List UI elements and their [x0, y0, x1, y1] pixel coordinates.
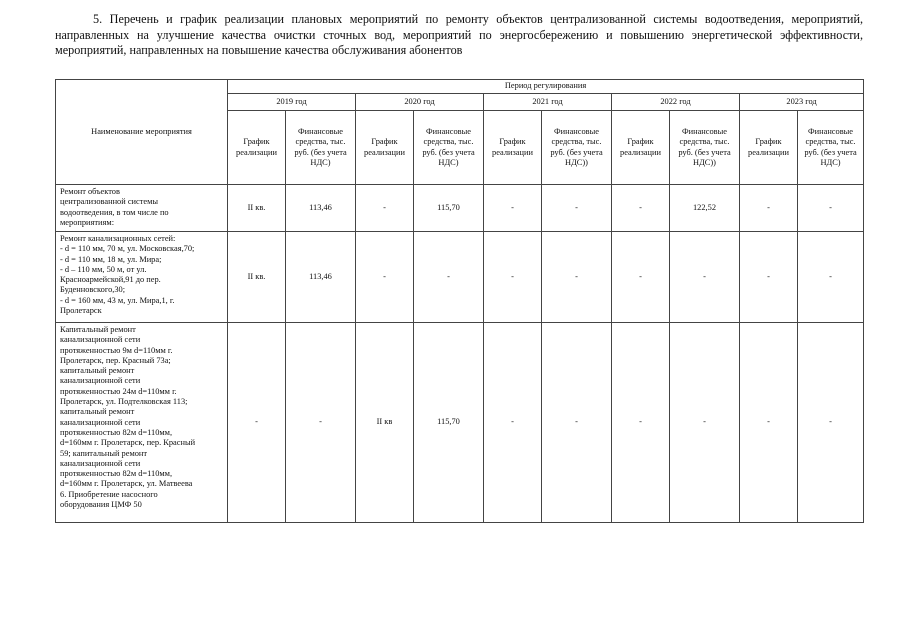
table-cell: -	[612, 185, 670, 232]
year-header-2022: 2022 год	[612, 94, 740, 111]
section-number: 5.	[93, 12, 103, 26]
table-cell: -	[484, 185, 542, 232]
table-cell: -	[798, 232, 864, 323]
table-cell: -	[740, 323, 798, 523]
table-cell: -	[798, 185, 864, 232]
plan-table	[55, 79, 864, 523]
finance-header: Финансовые средства, тыс. руб. (без учета НДС))	[670, 111, 740, 185]
table-cell: -	[740, 185, 798, 232]
table-cell: -	[356, 232, 414, 323]
period-header: Период регулирования	[228, 80, 864, 94]
table-cell: II кв.	[228, 232, 286, 323]
table-cell: -	[484, 232, 542, 323]
table-row	[56, 185, 864, 232]
table-cell: II кв.	[228, 185, 286, 232]
activity-name: Ремонт канализационных сетей: - d = 110 мм, 70 м, ул. Московская,70; - d = 110 мм, 18 м, ул. Мира; - d – 110 мм, 50 м, от ул. Красноармейской,91 до пер. Буденновского,30; - d = 160 мм, 43 м, ул. Мира,1, г. Пролетарск	[56, 232, 228, 323]
table-cell: -	[414, 232, 484, 323]
year-header-2019: 2019 год	[228, 94, 356, 111]
table-cell: -	[542, 185, 612, 232]
table-cell: 115,70	[414, 323, 484, 523]
table-cell: -	[286, 323, 356, 523]
table-cell: -	[484, 323, 542, 523]
table-cell: -	[228, 323, 286, 523]
table-row	[56, 323, 864, 523]
finance-header: Финансовые средства, тыс. руб. (без учета НДС)	[286, 111, 356, 185]
table-cell: II кв	[356, 323, 414, 523]
section-heading	[55, 12, 863, 59]
finance-header: Финансовые средства, тыс. руб. (без учета НДС)	[414, 111, 484, 185]
table-cell: 115,70	[414, 185, 484, 232]
table-cell: -	[612, 323, 670, 523]
table-cell: 113,46	[286, 185, 356, 232]
activity-name: Капитальный ремонт канализационной сети протяженностью 9м d=110мм г. Пролетарск, пер. Красный 73а; капитальный ремонт канализационной сети протяженностью 24м d=110мм г. Пролетарск, ул. Подтелковская 113; капитальный ремонт канализационной сети протяженностью 82м d=110мм, d=160мм г. Пролетарск, пер. Красный 59; капитальный ремонт канализационной сети протяженностью 82м d=110мм, d=160мм г. Пролетарск, ул. Матвеева 6. Приобретение насосного оборудования ЦМФ 50	[56, 323, 228, 523]
table-cell: -	[612, 232, 670, 323]
table-cell: -	[798, 323, 864, 523]
table-cell: 122,52	[670, 185, 740, 232]
name-column-header: Наименование мероприятия	[56, 80, 228, 185]
table-row	[56, 232, 864, 323]
section-title: Перечень и график реализации плановых мероприятий по ремонту объектов централизованной системы водоотведения, мероприятий, направленных на улучшение качества очистки сточных вод, мероприятий по энергосбережению и повышению энергетической эффективности, мероприятий, направленных на повышение качества обслуживания абонентов	[55, 12, 864, 57]
table-cell: -	[542, 323, 612, 523]
year-header-2020: 2020 год	[356, 94, 484, 111]
year-header-2021: 2021 год	[484, 94, 612, 111]
table-cell: -	[356, 185, 414, 232]
schedule-header: График реализации	[484, 111, 542, 185]
table-cell: -	[542, 232, 612, 323]
year-header-2023: 2023 год	[740, 94, 864, 111]
table-cell: -	[670, 323, 740, 523]
schedule-header: График реализации	[356, 111, 414, 185]
schedule-header: График реализации	[228, 111, 286, 185]
finance-header: Финансовые средства, тыс. руб. (без учета НДС)	[798, 111, 864, 185]
table-cell: -	[740, 232, 798, 323]
table-cell: 113,46	[286, 232, 356, 323]
schedule-header: График реализации	[612, 111, 670, 185]
activity-name: Ремонт объектов централизованной системы водоотведения, в том числе по мероприятиям:	[56, 185, 228, 232]
finance-header: Финансовые средства, тыс. руб. (без учета НДС))	[542, 111, 612, 185]
table-cell: -	[670, 232, 740, 323]
schedule-header: График реализации	[740, 111, 798, 185]
